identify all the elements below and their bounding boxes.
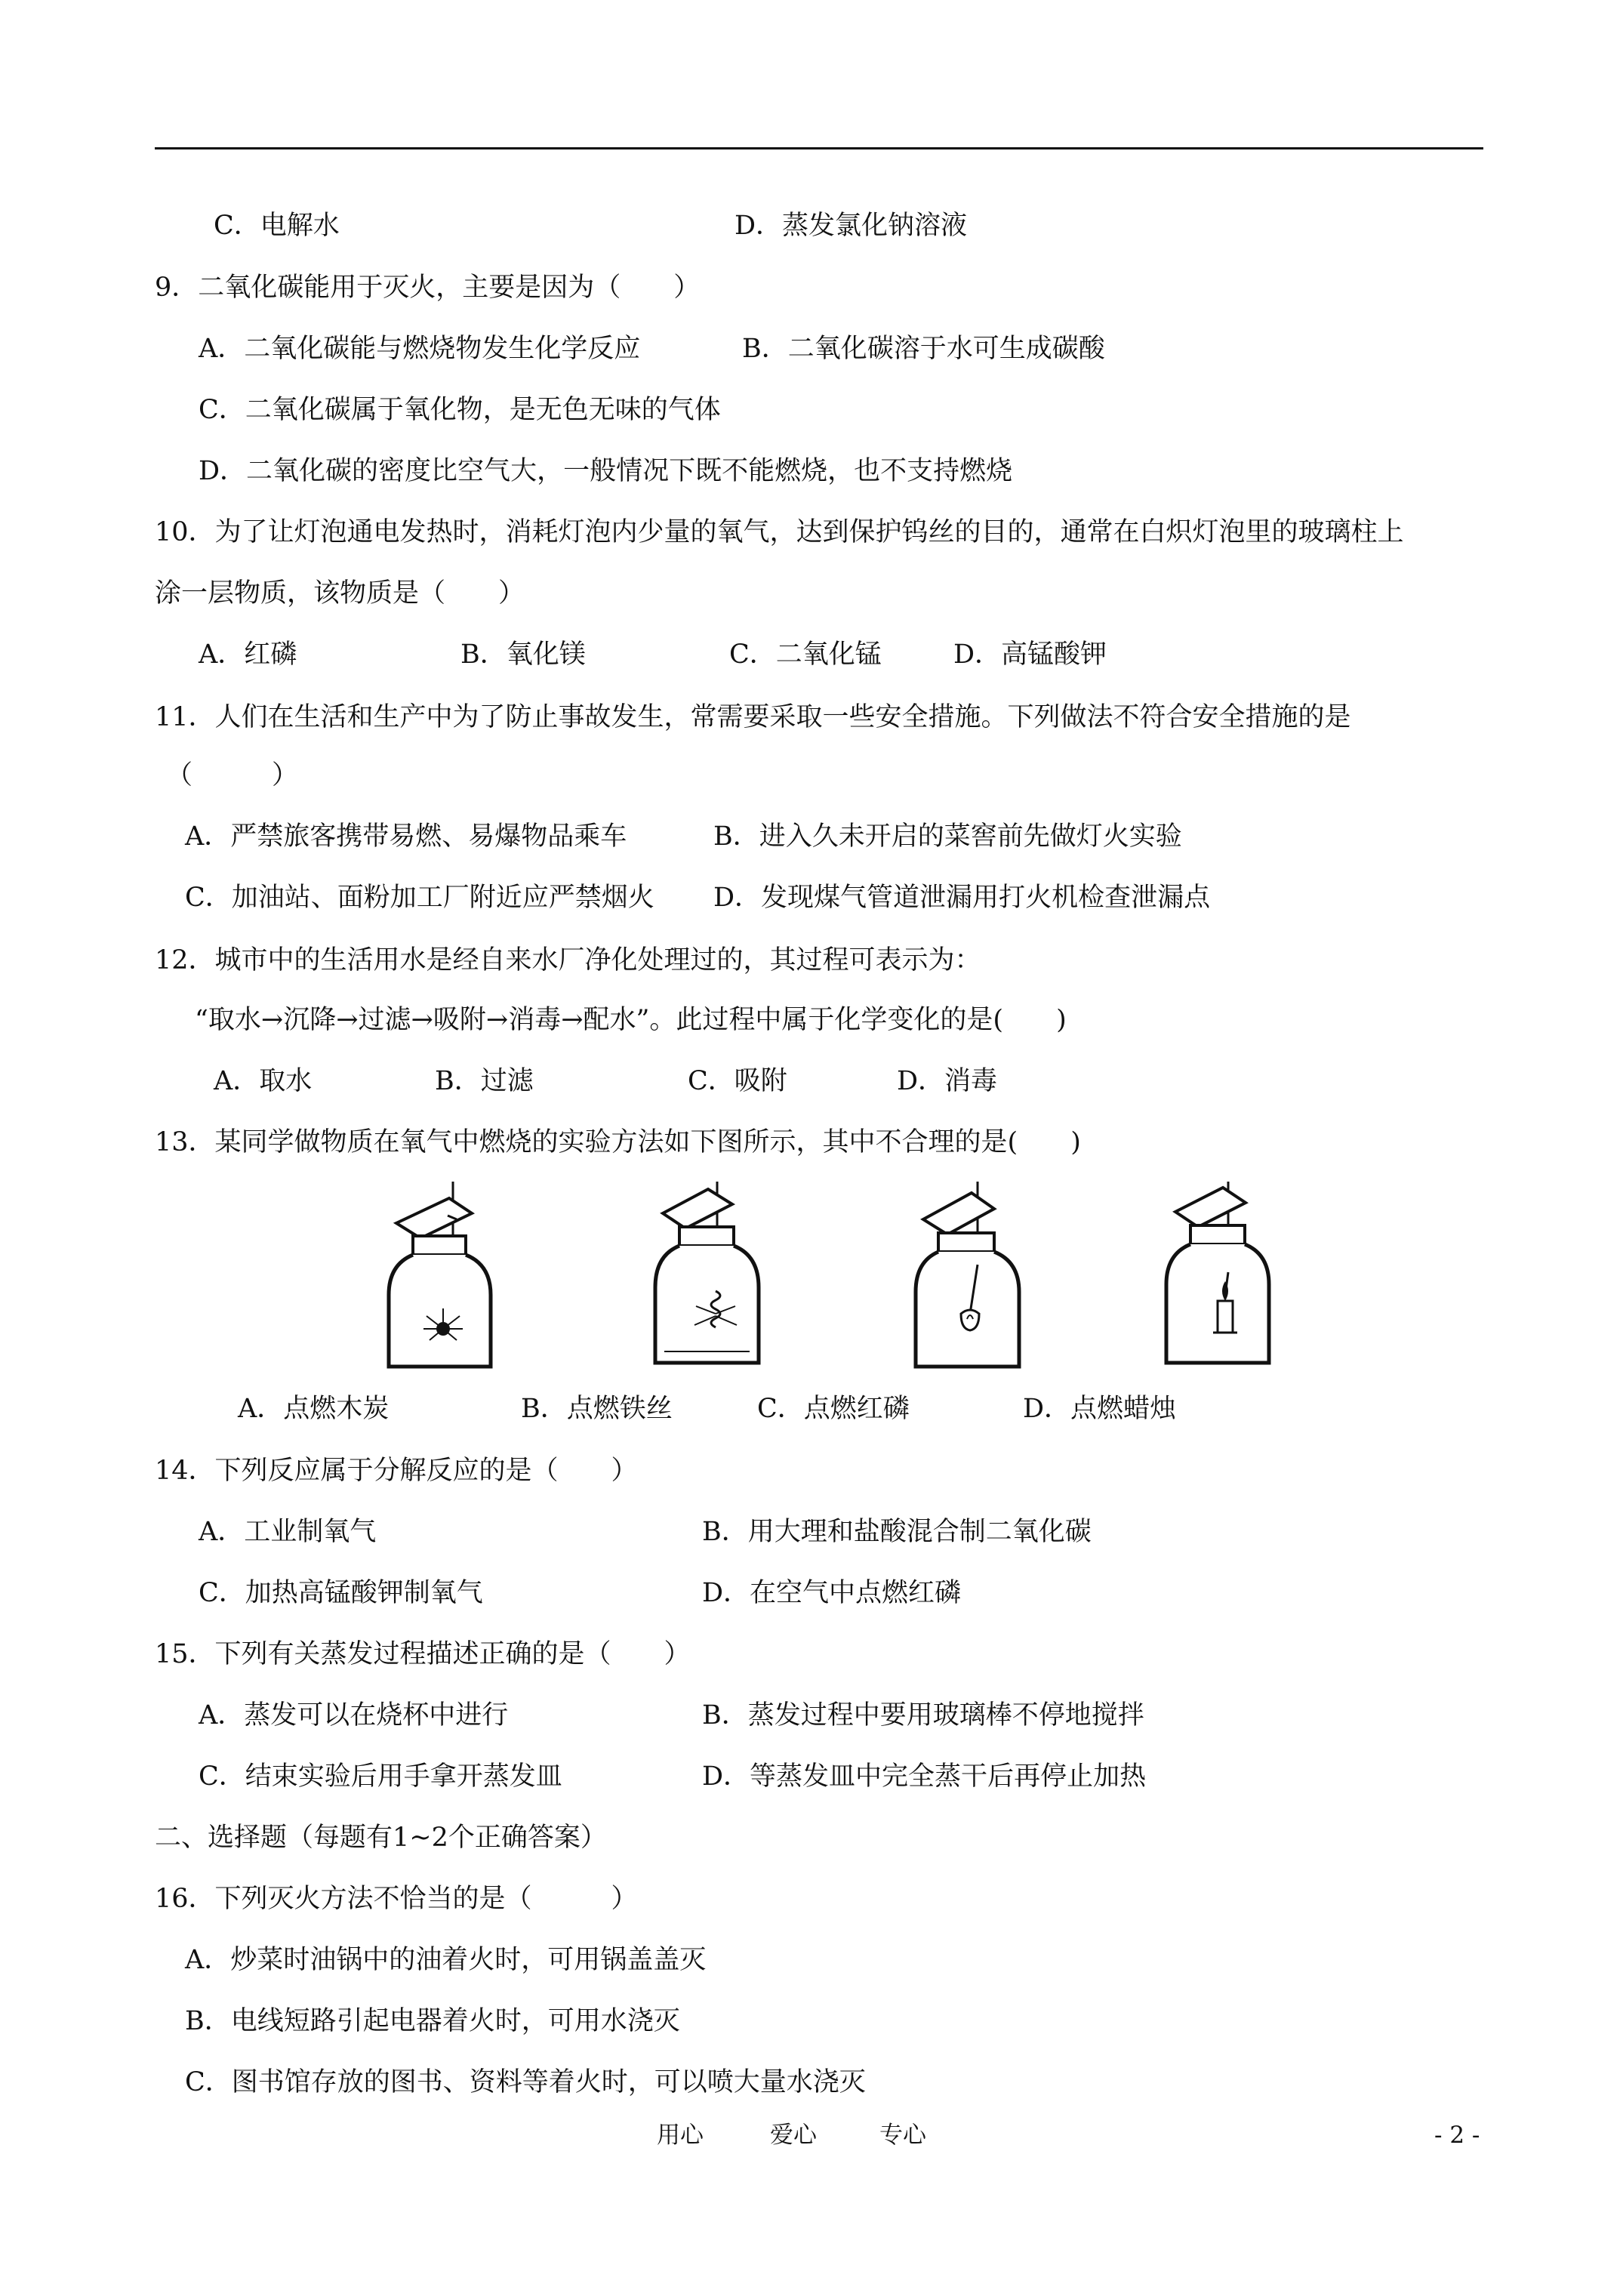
q10-stem-line-1: 10．为了让灯泡通电发热时，消耗灯泡内少量的氧气，达到保护钨丝的目的，通常在白炽灯泡里的玻璃柱上 xyxy=(155,517,1404,547)
q11-stem-line-2: （ ） xyxy=(166,760,299,791)
q14-option-d: D．在空气中点燃红磷 xyxy=(702,1578,962,1608)
q11-stem-line-1: 11．人们在生活和生产中为了防止事故发生，常需要采取一些安全措施。下列做法不符合安全措施的是 xyxy=(155,702,1351,732)
q16-option-c: C．图书馆存放的图书、资料等着火时，可以喷大量水浇灭 xyxy=(185,2067,866,2097)
q12-option-a: A．取水 xyxy=(214,1066,313,1096)
footer-word-1: 用心 xyxy=(657,2122,704,2149)
header-rule xyxy=(155,147,1483,149)
q13-figure-row xyxy=(0,1182,1623,1378)
q14-option-b: B．用大理和盐酸混合制二氧化碳 xyxy=(702,1517,1092,1547)
q13-stem: 13．某同学做物质在氧气中燃烧的实验方法如下图所示，其中不合理的是( ) xyxy=(155,1127,1081,1157)
q15-option-a: A．蒸发可以在烧杯中进行 xyxy=(199,1700,509,1730)
q12-stem-line-2: “取水→沉降→过滤→吸附→消毒→配水”。此过程中属于化学变化的是( ) xyxy=(195,1005,1067,1035)
q14-option-c: C．加热高锰酸钾制氧气 xyxy=(199,1578,483,1608)
q9-option-a: A．二氧化碳能与燃烧物发生化学反应 xyxy=(199,334,641,364)
q9-stem: 9．二氧化碳能用于灭火，主要是因为（ ） xyxy=(155,273,701,303)
footer-word-2: 爱心 xyxy=(770,2122,817,2149)
q14-option-a: A．工业制氧气 xyxy=(199,1517,377,1547)
q14-stem: 14．下列反应属于分解反应的是（ ） xyxy=(155,1456,638,1486)
q9-option-d: D．二氧化碳的密度比空气大，一般情况下既不能燃烧，也不支持燃烧 xyxy=(199,456,1013,486)
q15-option-b: B．蒸发过程中要用玻璃棒不停地搅拌 xyxy=(702,1700,1144,1730)
jar-charcoal-figure xyxy=(381,1182,517,1378)
q11-option-d: D．发现煤气管道泄漏用打火机检查泄漏点 xyxy=(713,883,1211,913)
q10-option-c: C．二氧化锰 xyxy=(729,639,882,670)
jar-candle-figure xyxy=(1159,1182,1295,1378)
jar-red-phosphorus-figure xyxy=(910,1182,1046,1378)
q12-option-d: D．消毒 xyxy=(897,1066,998,1096)
q13-option-c: C．点燃红磷 xyxy=(757,1394,910,1424)
q11-option-a: A．严禁旅客携带易燃、易爆物品乘车 xyxy=(185,821,627,852)
footer-word-3: 专心 xyxy=(879,2122,926,2149)
q10-option-d: D．高锰酸钾 xyxy=(953,639,1107,670)
q15-option-d: D．等蒸发皿中完全蒸干后再停止加热 xyxy=(702,1761,1147,1792)
q8-option-d: D．蒸发氯化钠溶液 xyxy=(735,211,968,241)
q10-stem-line-2: 涂一层物质，该物质是（ ） xyxy=(155,578,525,609)
q15-stem: 15．下列有关蒸发过程描述正确的是（ ） xyxy=(155,1639,691,1669)
q9-option-b: B．二氧化碳溶于水可生成碳酸 xyxy=(742,334,1105,364)
q13-option-d: D．点燃蜡烛 xyxy=(1023,1394,1177,1424)
q8-option-c: C．电解水 xyxy=(214,211,340,241)
q10-option-a: A．红磷 xyxy=(199,639,297,670)
q10-option-b: B．氧化镁 xyxy=(460,639,586,670)
q12-stem-line-1: 12．城市中的生活用水是经自来水厂净化处理过的，其过程可表示为： xyxy=(155,945,981,975)
q16-stem: 16．下列灭火方法不恰当的是（ ） xyxy=(155,1884,638,1914)
q11-option-b: B．进入久未开启的菜窖前先做灯火实验 xyxy=(713,821,1182,852)
q16-option-b: B．电线短路引起电器着火时，可用水浇灭 xyxy=(185,2006,680,2036)
q9-option-c: C．二氧化碳属于氧化物，是无色无味的气体 xyxy=(199,395,721,425)
q12-option-b: B．过滤 xyxy=(435,1066,534,1096)
section-2-title: 二、选择题（每题有1~2个正确答案） xyxy=(155,1823,607,1853)
q13-option-b: B．点燃铁丝 xyxy=(521,1394,673,1424)
q13-option-a: A．点燃木炭 xyxy=(238,1394,390,1424)
jar-iron-wire-figure xyxy=(649,1182,785,1378)
q11-option-c: C．加油站、面粉加工厂附近应严禁烟火 xyxy=(185,883,654,913)
q16-option-a: A．炒菜时油锅中的油着火时，可用锅盖盖灭 xyxy=(185,1945,707,1975)
page-number: - 2 - xyxy=(1434,2122,1480,2149)
q15-option-c: C．结束实验后用手拿开蒸发皿 xyxy=(199,1761,562,1792)
q12-option-c: C．吸附 xyxy=(688,1066,787,1096)
